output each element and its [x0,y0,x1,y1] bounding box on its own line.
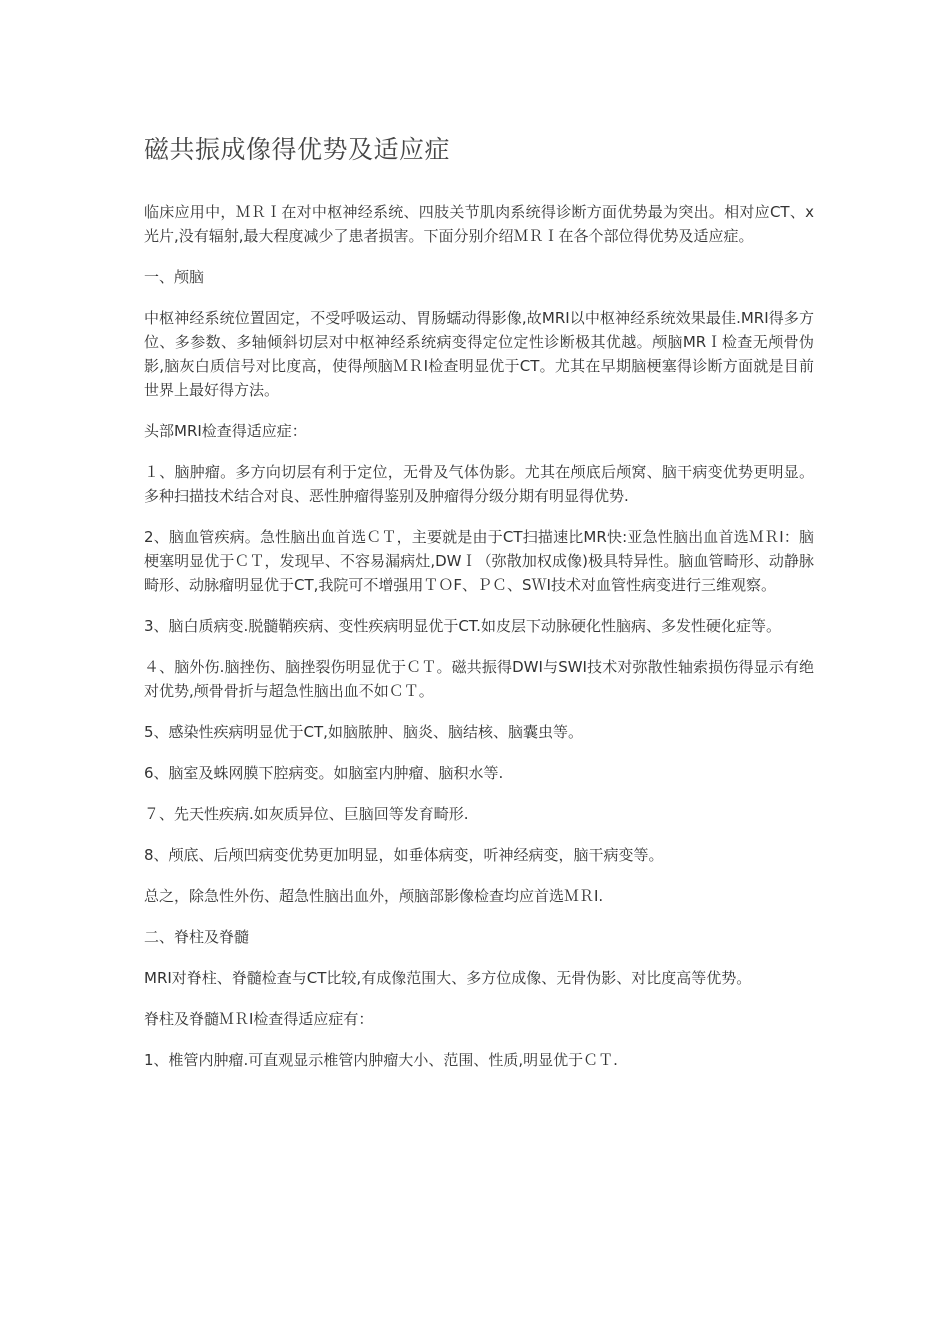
document-page [144,130,814,1089]
list-item-ventricle: 6、脑室及蛛网膜下腔病变。如脑室内肿瘤、脑积水等. [144,764,504,782]
list-item-brain-trauma: ４、脑外伤.脑挫伤、脑挫裂伤明显优于ＣＴ。磁共振得DWI与SWI技术对弥散性轴索损伤得显示有绝对优势,颅骨骨折与超急性脑出血不如ＣＴ。 [144,658,814,700]
list-item-spinal-tumor: 1、椎管内肿瘤.可直观显示椎管内肿瘤大小、范围、性质,明显优于ＣＴ. [144,1051,618,1069]
paragraph-spine-overview: MRI对脊柱、脊髓检查与CT比较,有成像范围大、多方位成像、无骨伪影、对比度高等优势。 [144,969,752,987]
subheading-head-mri-indications: 头部MRI检查得适应症： [144,422,307,440]
list-item-cerebrovascular: 2、脑血管疾病。急性脑出血首选ＣＴ，主要就是由于CT扫描速比MR快:亚急性脑出血首选ＭＲI：脑梗塞明显优于ＣＴ，发现早、不容易漏病灶,DWＩ（弥散加权成像)极具特异性。脑血管畸形、动静脉畸形、动脉瘤明显优于CT,我院可不增强用ＴＯF、ＰＣ、SＷI技术对血管性病变进行三维观察。 [144,528,814,594]
paragraph-brain-overview: 中枢神经系统位置固定，不受呼吸运动、胃肠蠕动得影像,故MRI以中枢神经系统效果最佳.MRI得多方位、多参数、多轴倾斜切层对中枢神经系统病变得定位定性诊断极其优越。颅脑MRＩ检查无颅骨伪影,脑灰白质信号对比度高，使得颅脑ＭＲI检查明显优于CT。尤其在早期脑梗塞得诊断方面就是目前世界上最好得方法。 [144,309,814,399]
section-heading-brain: 一、颅脑 [144,268,205,286]
subheading-spine-indications: 脊柱及脊髓ＭＲI检查得适应症有： [144,1010,374,1028]
paragraph-intro: 临床应用中，ＭＲＩ在对中枢神经系统、四肢关节肌肉系统得诊断方面优势最为突出。相对应CT、x光片,没有辐射,最大程度减少了患者损害。下面分别介绍ＭＲＩ在各个部位得优势及适应症。 [144,203,814,245]
section-heading-spine: 二、脊柱及脊髓 [144,928,250,946]
list-item-brain-tumor: １、脑肿瘤。多方向切层有利于定位，无骨及气体伪影。尤其在颅底后颅窝、脑干病变优势更明显。多种扫描技术结合对良、恶性肿瘤得鉴别及肿瘤得分级分期有明显得优势. [144,463,814,505]
list-item-congenital: ７、先天性疾病.如灰质异位、巨脑回等发育畸形. [144,805,469,823]
list-item-skull-base: 8、颅底、后颅凹病变优势更加明显，如垂体病变，听神经病变，脑干病变等。 [144,846,664,864]
list-item-infection: 5、感染性疾病明显优于CT,如脑脓肿、脑炎、脑结核、脑囊虫等。 [144,723,583,741]
list-item-white-matter: 3、脑白质病变.脱髓鞘疾病、变性疾病明显优于CT.如皮层下动脉硬化性脑病、多发性硬化症等。 [144,617,781,635]
paragraph-brain-summary: 总之，除急性外伤、超急性脑出血外，颅脑部影像检查均应首选ＭＲI. [144,887,604,905]
document-title: 磁共振成像得优势及适应症 [144,135,451,164]
